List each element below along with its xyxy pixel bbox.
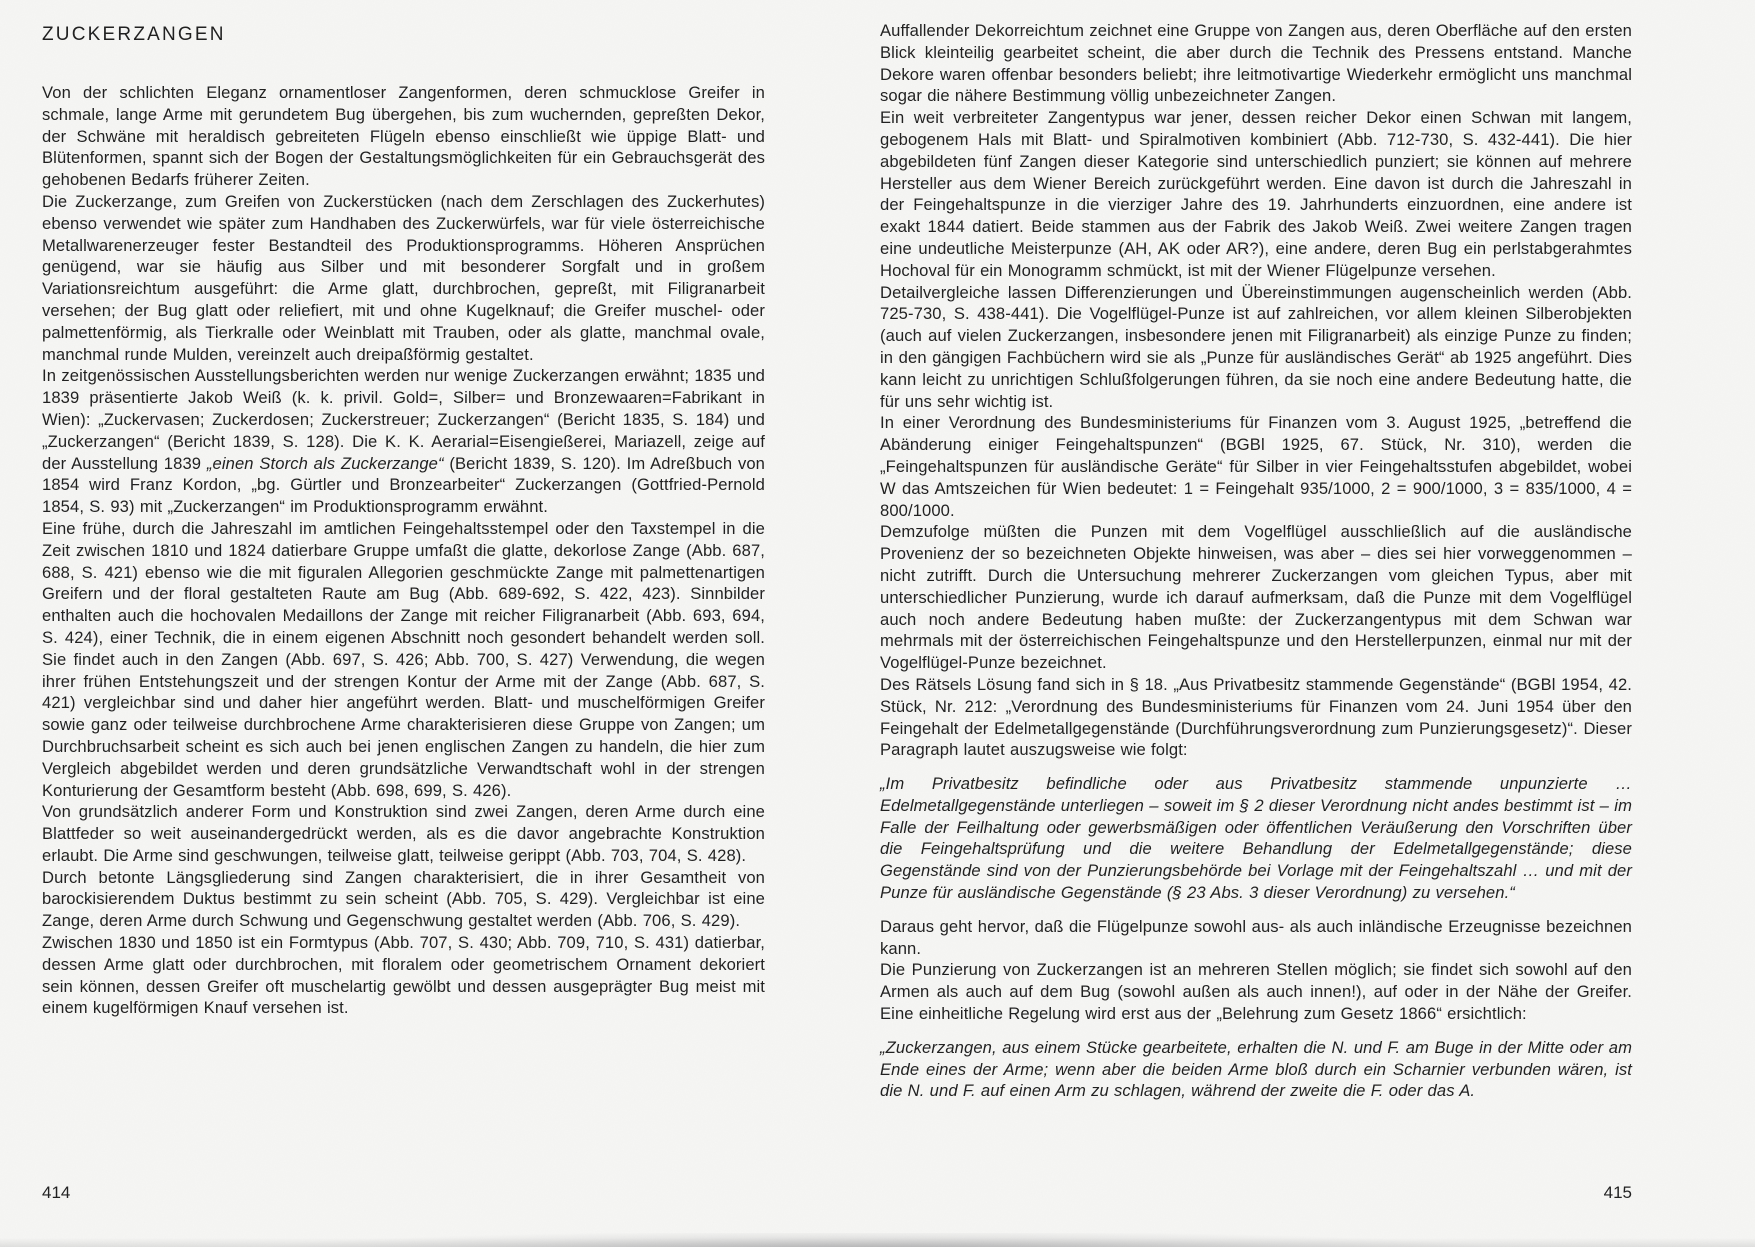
text-segment: Eine frühe, durch die Jahreszahl im amtlichen Feingehaltsstempel oder den Taxstempel in die Zeit zwischen 1810 und 1824 datierbare Gruppe umfaßt die glatte, dekorlose Zange (Abb. 687, 688, S. 421) ebenso wie die mit figuralen Allegorien geschmückte Zange mit palmettenartigen Greifern und der floral gestalteten Raute am Bug (Abb. 689-692, S. 422, 423). Sinnbilder enthalten auch die hochovalen Medaillons der Zange mit reicher Filigranarbeit (Abb. 693, 694, S. 424), einer Technik, die in einem eigenen Abschnitt noch gesondert behandelt werden soll. Sie findet auch in den Zangen (Abb. 697, S. 426; Abb. 700, S. 427) Verwendung, die wegen ihrer frühen Entstehungszeit und der strengen Kontur der Arme mit der Zange (Abb. 687, S. 421) vergleichbar sind und daher hier angeführt werden. Blatt- und muschelförmigen Greifer sowie ganz oder teilweise durchbrochene Arme charakterisieren diese Gruppe von Zangen; um Durchbruchsarbeit scheint es sich auch bei jenen englischen Zangen zu handeln, die hier zum Vergleich abgebildet werden und deren grundsätzliche Verwandtschaft wohl in der strengen Konturierung der Gesamtform besteht (Abb. 698, 699, S. 426).: [42, 518, 765, 800]
paragraph: [42, 518, 765, 801]
paragraph: [880, 107, 1632, 281]
text-segment: Die Zuckerzange, zum Greifen von Zuckerstücken (nach dem Zerschlagen des Zuckerhutes) ebenso verwendet wie später zum Handhaben des Zuckerwürfels, war für viele österreichische Metallwarenerzeuger fester Bestandteil des Produktionsprogramms. Höheren Ansprüchen genügend, war sie häufig aus Silber und mit besonderer Sorgfalt und in großem Variationsreichtum ausgeführt: die Arme glatt, durchbrochen, gepreßt, mit Filigranarbeit versehen; der Bug glatt oder reliefiert, mit und ohne Kugelknauf; die Greifer muschel- oder palmettenförmig, als Tierkralle oder Weinblatt mit Trauben, oder als glatte, manchmal ovale, manchmal runde Mulden, vereinzelt auch dreipaßförmig gestaltet.: [42, 191, 765, 364]
paragraph: [880, 412, 1632, 521]
text-segment: Von der schlichten Eleganz ornamentloser Zangenformen, deren schmucklose Greifer in schmale, lange Arme mit gerundetem Bug übergehen, bis zum wuchernden, gepreßten Dekor, der Schwäne mit heraldisch gebreiteten Flügeln ebenso einschließt wie üppige Blatt- und Blütenformen, spannt sich der Bogen der Gestaltungsmöglichkeiten für ein Gebrauchsgerät des gehobenen Bedarfs früherer Zeiten.: [42, 83, 765, 190]
text-segment: Daraus geht hervor, daß die Flügelpunze sowohl aus- als auch inländische Erzeugnisse bezeichnen kann.: [880, 916, 1632, 958]
paragraph: [42, 932, 765, 1019]
quote-paragraph: [880, 1037, 1632, 1102]
text-segment: (Bericht 1839, S. 120). Im Adreßbuch von 1854 wird Franz Kordon, „bg. Gürtler und Bronzearbeiter“ Zuckerzangen (Gottfried-Pernold 1854, S. 93) mit „Zuckerzangen“ im Produktionsprogramm erwähnt.: [42, 453, 766, 517]
paragraph: [42, 365, 765, 518]
text-segment: Von grundsätzlich anderer Form und Konstruktion sind zwei Zangen, deren Arme durch eine Blattfeder so weit auseinandergedrückt werden, als es die davor angebrachte Konstruktion erlaubt. Die Arme sind geschwungen, teilweise glatt, teilweise gerippt (Abb. 703, 704, S. 428).: [42, 802, 765, 865]
paragraph: [880, 916, 1632, 960]
quote-paragraph: [880, 773, 1632, 904]
right-page-column: [880, 20, 1632, 1102]
paragraph: [42, 82, 765, 191]
page-number-left: 414: [42, 1183, 71, 1202]
paragraph: [42, 867, 765, 932]
text-segment: Zwischen 1830 und 1850 ist ein Formtypus (Abb. 707, S. 430; Abb. 709, 710, S. 431) datierbar, dessen Arme glatt oder durchbrochen, mit floralem oder geometrischem Ornament dekoriert sein können, dessen Greifer oft muschelartig gewölbt und dessen ausgeprägter Bug meist mit einem kugelförmigen Knauf versehen ist.: [42, 933, 765, 1018]
text-segment: In zeitgenössischen Ausstellungsberichten werden nur wenige Zuckerzangen erwähnt; 1835 und 1839 präsentierte Jakob Weiß (k. k. privil. Gold=, Silber= und Bronzewaaren=Fabrikant in Wien): „Zuckervasen; Zuckerdosen; Zuckerstreuer; Zuckerzangen“ (Bericht 1835, S. 184) und „Zuckerzangen“ (Bericht 1839, S. 128). Die K. K. Aerarial=Eisengießerei, Mariazell, zeige auf der Ausstellung 1839: [42, 366, 765, 473]
paragraph: [42, 801, 765, 866]
paragraph: [42, 191, 765, 365]
text-segment: In einer Verordnung des Bundesministeriums für Finanzen vom 3. August 1925, „betreffend die Abänderung einiger Feingehaltspunzen“ (BGBl 1925, 67. Stück, Nr. 310), werden die „Feingehaltspunzen für ausländische Geräte“ für Silber in vier Feingehaltsstufen abgebildet, wobei W das Amtszeichen für Wien bedeutet: 1 = Feingehalt 935/1000, 2 = 900/1000, 3 = 835/1000, 4 = 800/1000.: [880, 413, 1632, 520]
left-page-column: [42, 24, 765, 1019]
paragraph: [880, 282, 1632, 413]
text-segment: Demzufolge müßten die Punzen mit dem Vogelflügel ausschließlich auf die ausländische Provenienz der so bezeichneten Objekte hinweisen, was aber – dies sei hier vorweggenommen – nicht zutrifft. Durch die Untersuchung mehrerer Zuckerzangen vom gleichen Typus, aber mit unterschiedlicher Punzierung, wurde ich darauf aufmerksam, daß die Punze mit dem Vogelflügel auch noch andere Bedeutung haben mußte: der Zuckerzangentypus mit dem Schwan war mehrmals mit der österreichischen Feingehaltspunze und den Herstellerpunzen, einmal nur mit der Vogelflügel-Punze bezeichnet.: [880, 522, 1632, 673]
text-segment: „einen Storch als Zuckerzange“: [206, 453, 444, 473]
text-segment: Durch betonte Längsgliederung sind Zangen charakterisiert, die in ihrer Gesamtheit von barockisierendem Duktus bestimmt zu sein scheint (Abb. 705, S. 429). Vergleichbar ist eine Zange, deren Arme durch Schwung und Gegenschwung gestaltet werden (Abb. 706, S. 429).: [42, 867, 765, 931]
paragraph: [880, 521, 1632, 674]
text-segment: Auffallender Dekorreichtum zeichnet eine Gruppe von Zangen aus, deren Oberfläche auf den ersten Blick kleinteilig gearbeitet scheint, die aber durch die Technik des Pressens entstand. Manche Dekore waren offenbar besonders beliebt; ihre leitmotivartige Wiederkehr ermöglicht uns manchmal sogar die nähere Bestimmung völlig unbezeichneter Zangen.: [880, 21, 1632, 106]
left-page-text: [42, 82, 765, 1019]
paragraph: [880, 20, 1632, 107]
paragraph: [880, 674, 1632, 761]
text-segment: „Im Privatbesitz befindliche oder aus Privatbesitz stammende unpunzierte … Edelmetallgegenstände unterliegen – soweit im § 2 dieser Verordnung nicht andes bestimmt ist – im Falle der Feilhaltung oder gewerbsmäßigen oder öffentlichen Veräußerung den Vorschriften über die Feingehaltsprüfung und die weitere Behandlung der Edelmetallgegenstände; diese Gegenstände sind von der Punzierungsbehörde bei Vorlage mit der Feingehaltszahl … und mit der Punze für ausländische Gegenstände (§ 23 Abs. 3 dieser Verordnung) zu versehen.“: [880, 774, 1632, 903]
text-segment: Detailvergleiche lassen Differenzierungen und Übereinstimmungen augenscheinlich werden (Abb. 725-730, S. 438-441). Die Vogelflügel-Punze ist auf zahlreichen, vor allem kleinen Silberobjekten (auch auf vielen Zuckerzangen, insbesondere jenen mit Filigranarbeit) als einzige Punze zu finden; in den gängigen Fachbüchern wird sie als „Punze für ausländisches Gerät“ ab 1925 angeführt. Dies kann leicht zu unrichtigen Schlußfolgerungen führen, da sie noch eine andere Bedeutung hatte, die für uns sehr wichtig ist.: [880, 282, 1632, 411]
text-segment: „Zuckerzangen, aus einem Stücke gearbeitete, erhalten die N. und F. am Buge in der Mitte oder am Ende eines der Arme; wenn aber die beiden Arme bloß durch ein Scharnier verbunden wären, ist die N. und F. auf einen Arm zu schlagen, während der zweite die F. oder das A.: [880, 1037, 1632, 1101]
text-segment: Des Rätsels Lösung fand sich in § 18. „Aus Privatbesitz stammende Gegenstände“ (BGBl 1954, 42. Stück, Nr. 212: „Verordnung des Bundesministeriums für Finanzen vom 24. Juni 1954 über den Feingehalt der Edelmetallgegenstände (Durchführungsverordnung zum Punzierungsgesetz)“. Dieser Paragraph lautet auszugsweise wie folgt:: [880, 674, 1632, 760]
text-segment: Die Punzierung von Zuckerzangen ist an mehreren Stellen möglich; sie findet sich sowohl auf den Armen als auch auf dem Bug (sowohl außen als auch innen!), auf oder in der Nähe der Greifer. Eine einheitliche Regelung wird erst aus der „Belehrung zum Gesetz 1866“ ersichtlich:: [880, 960, 1632, 1024]
paragraph: [880, 959, 1632, 1024]
page-title: ZUCKERZANGEN: [42, 24, 226, 45]
scan-shadow: [0, 1233, 1755, 1247]
page-number-right: 415: [1603, 1183, 1632, 1202]
text-segment: Ein weit verbreiteter Zangentypus war jener, dessen reicher Dekor einen Schwan mit langem, gebogenem Hals mit Blatt- und Spiralmotiven kombiniert (Abb. 712-730, S. 432-441). Die hier abgebildeten fünf Zangen dieser Kategorie sind unterschiedlich punziert; sie können auf mehrere Hersteller aus dem Wiener Bereich zurückgeführt werden. Eine davon ist durch die Jahreszahl in der Feingehaltspunze in die vierziger Jahre des 19. Jahrhunderts einzuordnen, eine andere ist exakt 1844 datiert. Beide stammen aus der Fabrik des Jakob Weiß. Zwei weitere Zangen tragen eine undeutliche Meisterpunze (AH, AK oder AR?), eine andere, deren Bug ein perlstabgerahmtes Hochoval für ein Monogramm schmückt, ist mit der Wiener Flügelpunze versehen.: [880, 108, 1632, 280]
